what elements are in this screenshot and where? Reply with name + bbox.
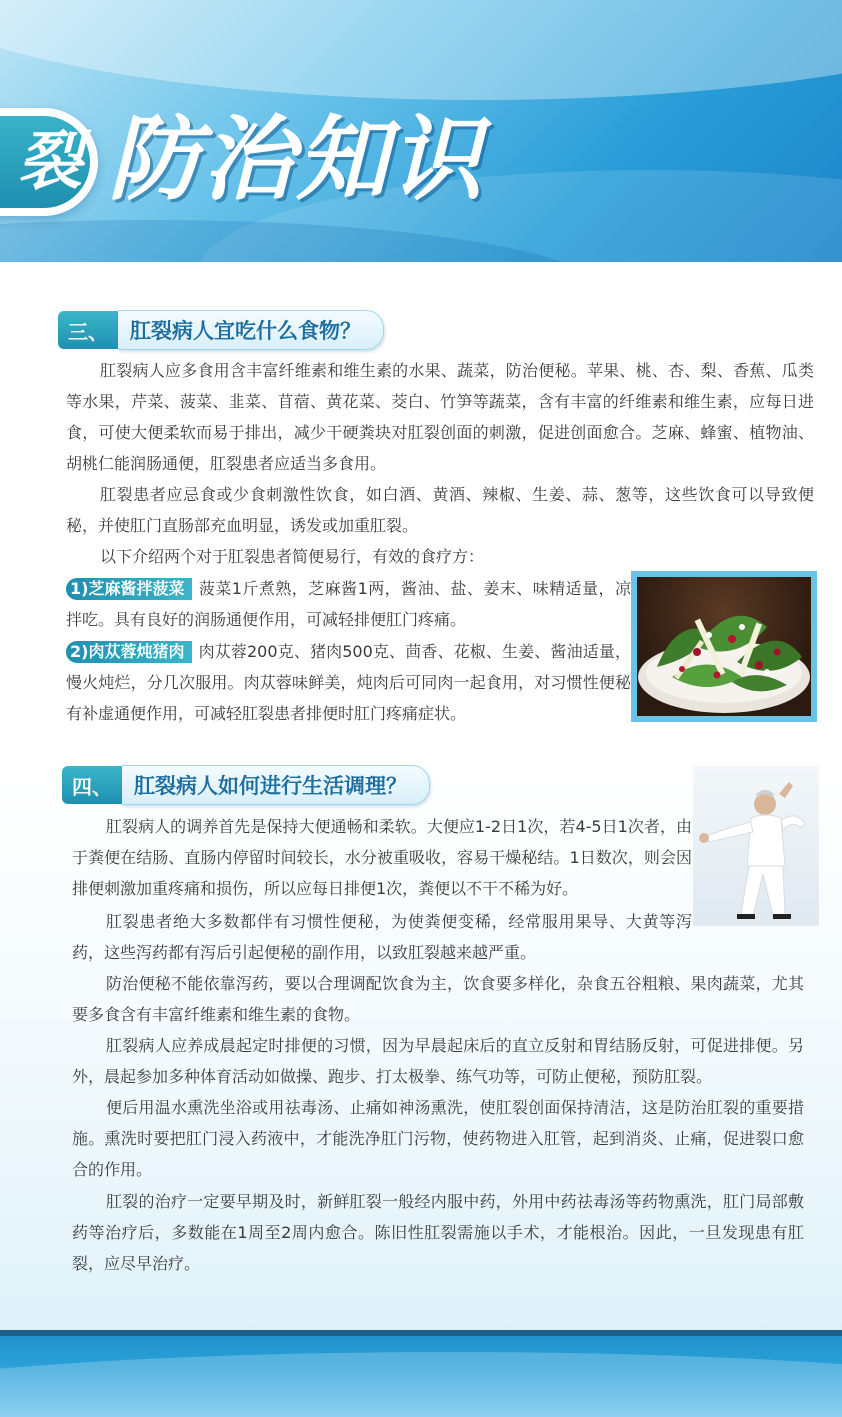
recipe-1 [66, 573, 631, 635]
banner-swoosh [0, 0, 842, 100]
section-3-paragraph: 以下介绍两个对于肛裂患者简便易行，有效的食疗方： [100, 547, 485, 566]
taichi-photo [693, 766, 819, 926]
section-4-paragraph: 肛裂病人应养成晨起定时排便的习惯，因为早晨起床后的直立反射和胃结肠反射，可促进排便。另外，晨起参加多种体育活动如做操、跑步、打太极拳、练气功等，可防止便秘，预防肛裂。 [72, 1036, 804, 1086]
recipe-2-tag: 2)肉苁蓉炖猪肉 [66, 641, 192, 663]
section-3-heading [58, 311, 384, 349]
recipe-2 [66, 636, 631, 729]
section-4-number: 四、 [62, 766, 122, 804]
title-badge [0, 108, 98, 216]
title-badge-char: 裂 [18, 125, 82, 199]
salad-illustration [637, 577, 811, 716]
section-4-heading [62, 766, 430, 804]
section-4-title: 肛裂病人如何进行生活调理？ [122, 765, 430, 805]
footer-line [0, 1330, 842, 1336]
section-4-paragraph: 肛裂的治疗一定要早期及时，新鲜肛裂一般经内服中药，外用中药祛毒汤等药物熏洗，肛门局部敷药等治疗后，多数能在1周至2周内愈合。陈旧性肛裂需施以手术，才能根治。因此，一旦发现患有肛裂，应尽早治疗。 [72, 1192, 804, 1273]
section-3-title: 肛裂病人宜吃什么食物？ [118, 310, 384, 350]
section-4-paragraph: 便后用温水熏洗坐浴或用祛毒汤、止痛如神汤熏洗，使肛裂创面保持清洁，这是防治肛裂的重要措施。熏洗时要把肛门浸入药液中，才能洗净肛门污物，使药物进入肛管，起到消炎、止痛，促进裂口愈合的作用。 [72, 1098, 804, 1179]
page-title: 防治知识 [108, 106, 485, 213]
section-4-paragraph: 肛裂患者绝大多数都伴有习惯性便秘，为使粪便变稀，经常服用果导、大黄等泻药，这些泻药都有泻后引起便秘的副作用，以致肛裂越来越严重。 [72, 912, 692, 962]
recipe-2-text: 肉苁蓉200克、猪肉500克、茴香、花椒、生姜、酱油适量，慢火炖烂，分几次服用。肉苁蓉味鲜美，炖肉后可同肉一起食用，对习惯性便秘有补虚通便作用，可减轻肛裂患者排便时肛门疼痛症状。 [66, 642, 631, 723]
footer-band [0, 1330, 842, 1417]
section-4-paragraph: 肛裂病人的调养首先是保持大便通畅和柔软。大便应1-2日1次，若4-5日1次者，由于粪便在结肠、直肠内停留时间较长，水分被重吸收，容易干燥秘结。1日数次，则会因排便刺激加重疼痛和损伤，所以应每日排便1次，粪便以不干不稀为好。 [72, 817, 692, 898]
recipe-1-text: 菠菜1斤煮熟，芝麻酱1两，酱油、盐、姜末、味精适量，凉拌吃。具有良好的润肠通便作用，可减轻排便肛门疼痛。 [66, 579, 631, 629]
section-3-paragraph: 肛裂患者应忌食或少食刺激性饮食，如白酒、黄酒、辣椒、生姜、蒜、葱等，这些饮食可以导致便秘，并使肛门直肠部充血明显，诱发或加重肛裂。 [66, 485, 814, 535]
recipe-1-tag: 1)芝麻酱拌菠菜 [66, 578, 192, 600]
section-3-paragraph: 肛裂病人应多食用含丰富纤维素和维生素的水果、蔬菜，防治便秘。苹果、桃、杏、梨、香蕉、瓜类等水果，芹菜、菠菜、韭菜、苜蓿、黄花菜、茭白、竹笋等蔬菜，含有丰富的纤维素和维生素，应每日进食，可使大便柔软而易于排出，减少干硬粪块对肛裂创面的刺激，促进创面愈合。芝麻、蜂蜜、植物油、胡桃仁能润肠通便，肛裂患者应适当多食用。 [66, 361, 814, 473]
salad-photo [631, 571, 817, 722]
section-4-paragraph: 防治便秘不能依靠泻药，要以合理调配饮食为主，饮食要多样化，杂食五谷粗粮、果肉蔬菜，尤其要多食含有丰富纤维素和维生素的食物。 [72, 974, 804, 1024]
taichi-illustration [693, 766, 819, 926]
section-3-number: 三、 [58, 311, 118, 349]
header-banner [0, 0, 842, 262]
footer-wave [0, 1352, 842, 1417]
